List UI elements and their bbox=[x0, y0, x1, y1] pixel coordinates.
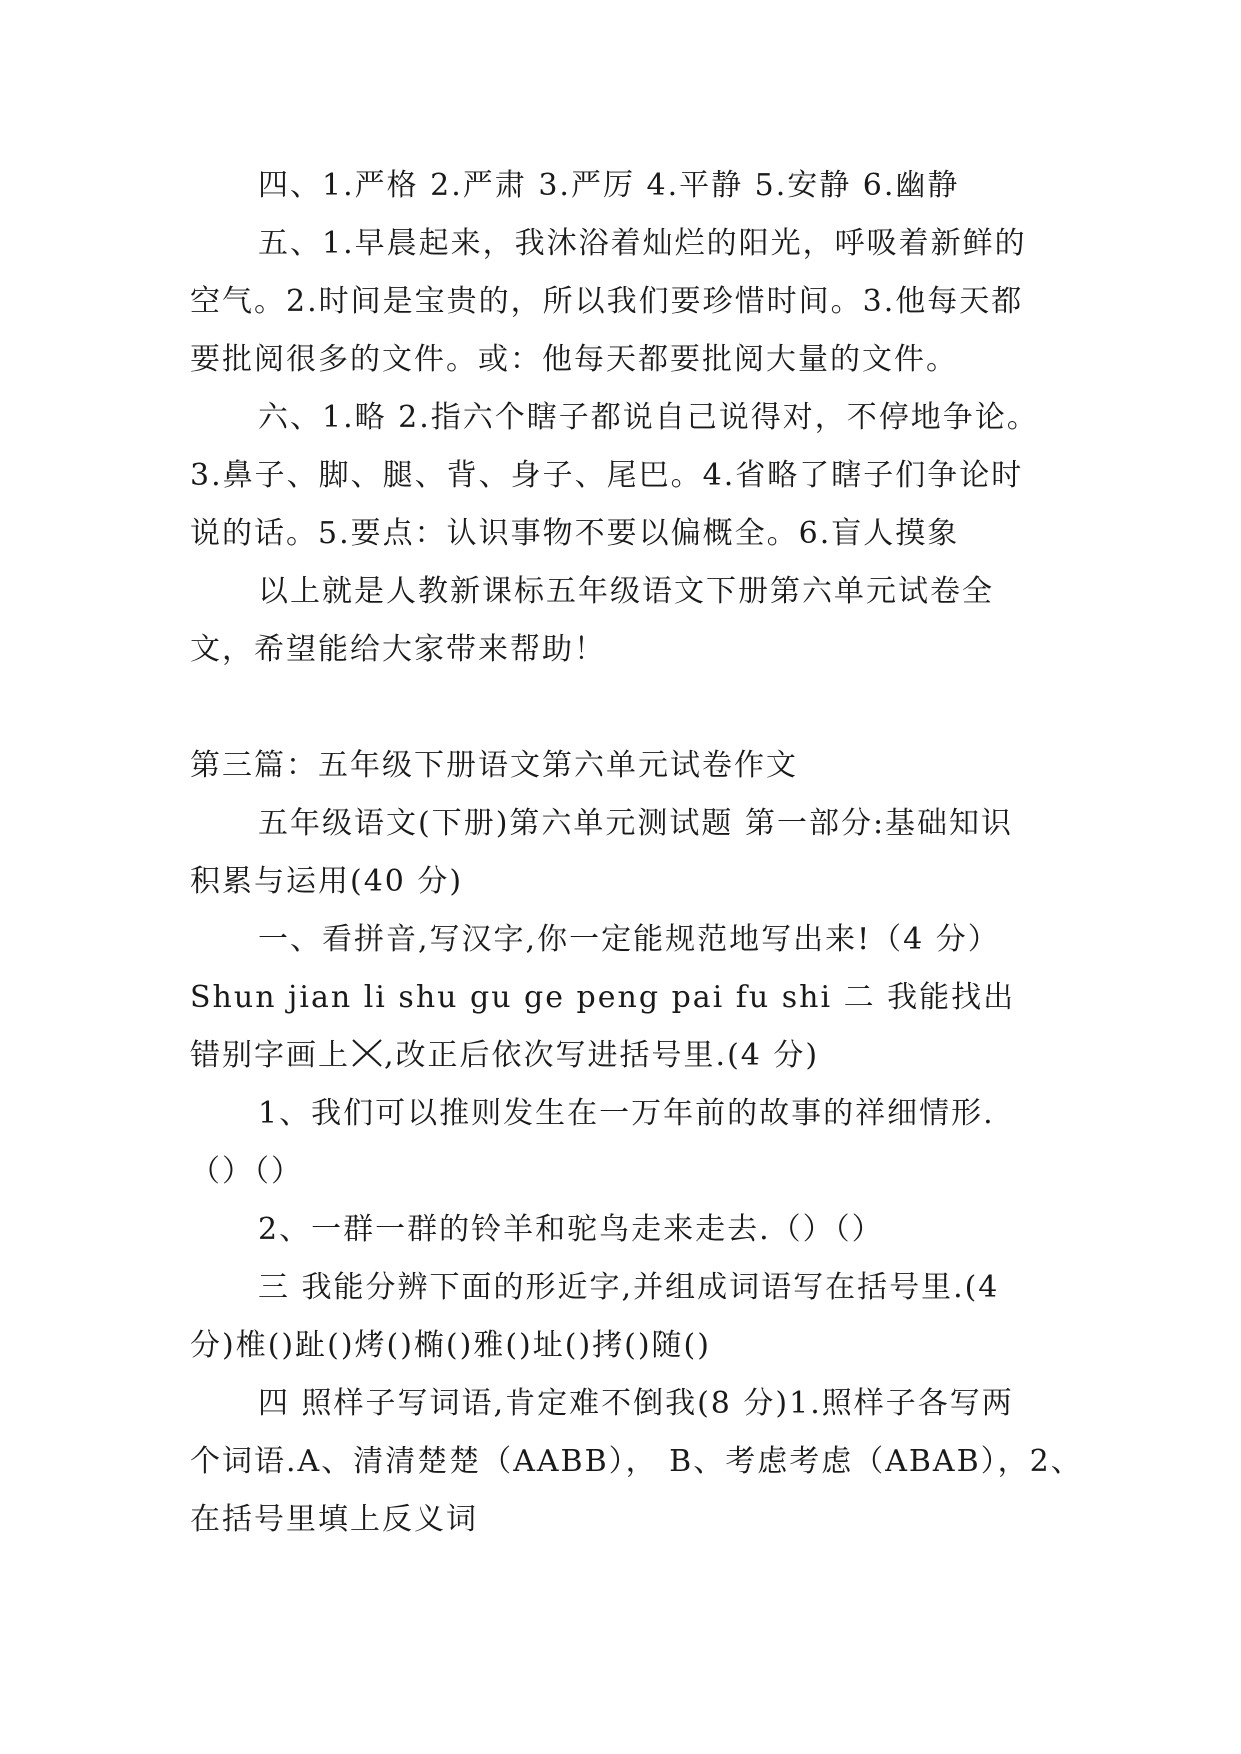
text-fragment: ,改正后依次写进括号里.(4 分) bbox=[384, 1038, 820, 1073]
test-heading: 五年级语文(下册)第六单元测试题 第一部分:基础知识 bbox=[258, 806, 1014, 841]
closing-paragraph: 以上就是人教新课标五年级语文下册第六单元试卷全 bbox=[258, 574, 994, 609]
text-line: 要批阅很多的文件。或：他每天都要批阅大量的文件。 bbox=[190, 342, 958, 377]
answer-line-6: 六、1.略 2.指六个瞎子都说自己说得对，不停地争论。 bbox=[258, 400, 1039, 435]
question-1: 一、看拼音,写汉字,你一定能规范地写出来!（4 分） bbox=[258, 922, 1000, 957]
pinyin-line: Shun jian li shu gu ge peng pai fu shi 二 我能找出 bbox=[190, 980, 1016, 1015]
question-2-line bbox=[190, 1036, 1060, 1076]
answer-brackets: （）（） bbox=[190, 1154, 303, 1189]
answer-line-5: 五、1.早晨起来，我沐浴着灿烂的阳光，呼吸着新鲜的 bbox=[258, 226, 1027, 261]
text-fragment: 错别字画上 bbox=[190, 1038, 350, 1073]
text-line: 分)椎()趾()烤()椭()雅()址()拷()随() bbox=[190, 1328, 711, 1363]
cross-mark-icon bbox=[350, 1038, 384, 1068]
text-line: 个词语.A、清清楚楚（AABB）， B、考虑考虑（ABAB），2、 bbox=[190, 1444, 1083, 1479]
text-line: 文，希望能给大家带来帮助！ bbox=[190, 632, 606, 667]
question-2-item-2: 2、一群一群的铃羊和驼鸟走来走去.（）（） bbox=[258, 1212, 884, 1247]
section-title: 第三篇：五年级下册语文第六单元试卷作文 bbox=[190, 748, 798, 783]
question-2-item-1: 1、我们可以推则发生在一万年前的故事的祥细情形. bbox=[258, 1096, 995, 1131]
text-line: 说的话。5.要点：认识事物不要以偏概全。6.盲人摸象 bbox=[190, 516, 960, 551]
question-4: 四 照样子写词语,肯定难不倒我(8 分)1.照样子各写两 bbox=[258, 1386, 1014, 1421]
text-line: 3.鼻子、脚、腿、背、身子、尾巴。4.省略了瞎子们争论时 bbox=[190, 458, 1024, 493]
text-line: 空气。2.时间是宝贵的，所以我们要珍惜时间。3.他每天都 bbox=[190, 284, 1024, 319]
text-line: 积累与运用(40 分) bbox=[190, 864, 464, 899]
answer-line-4: 四、1.严格 2.严肃 3.严厉 4.平静 5.安静 6.幽静 bbox=[258, 168, 960, 203]
text-line: 在括号里填上反义词 bbox=[190, 1502, 478, 1537]
question-3: 三 我能分辨下面的形近字,并组成词语写在括号里.(4 bbox=[258, 1270, 1000, 1305]
